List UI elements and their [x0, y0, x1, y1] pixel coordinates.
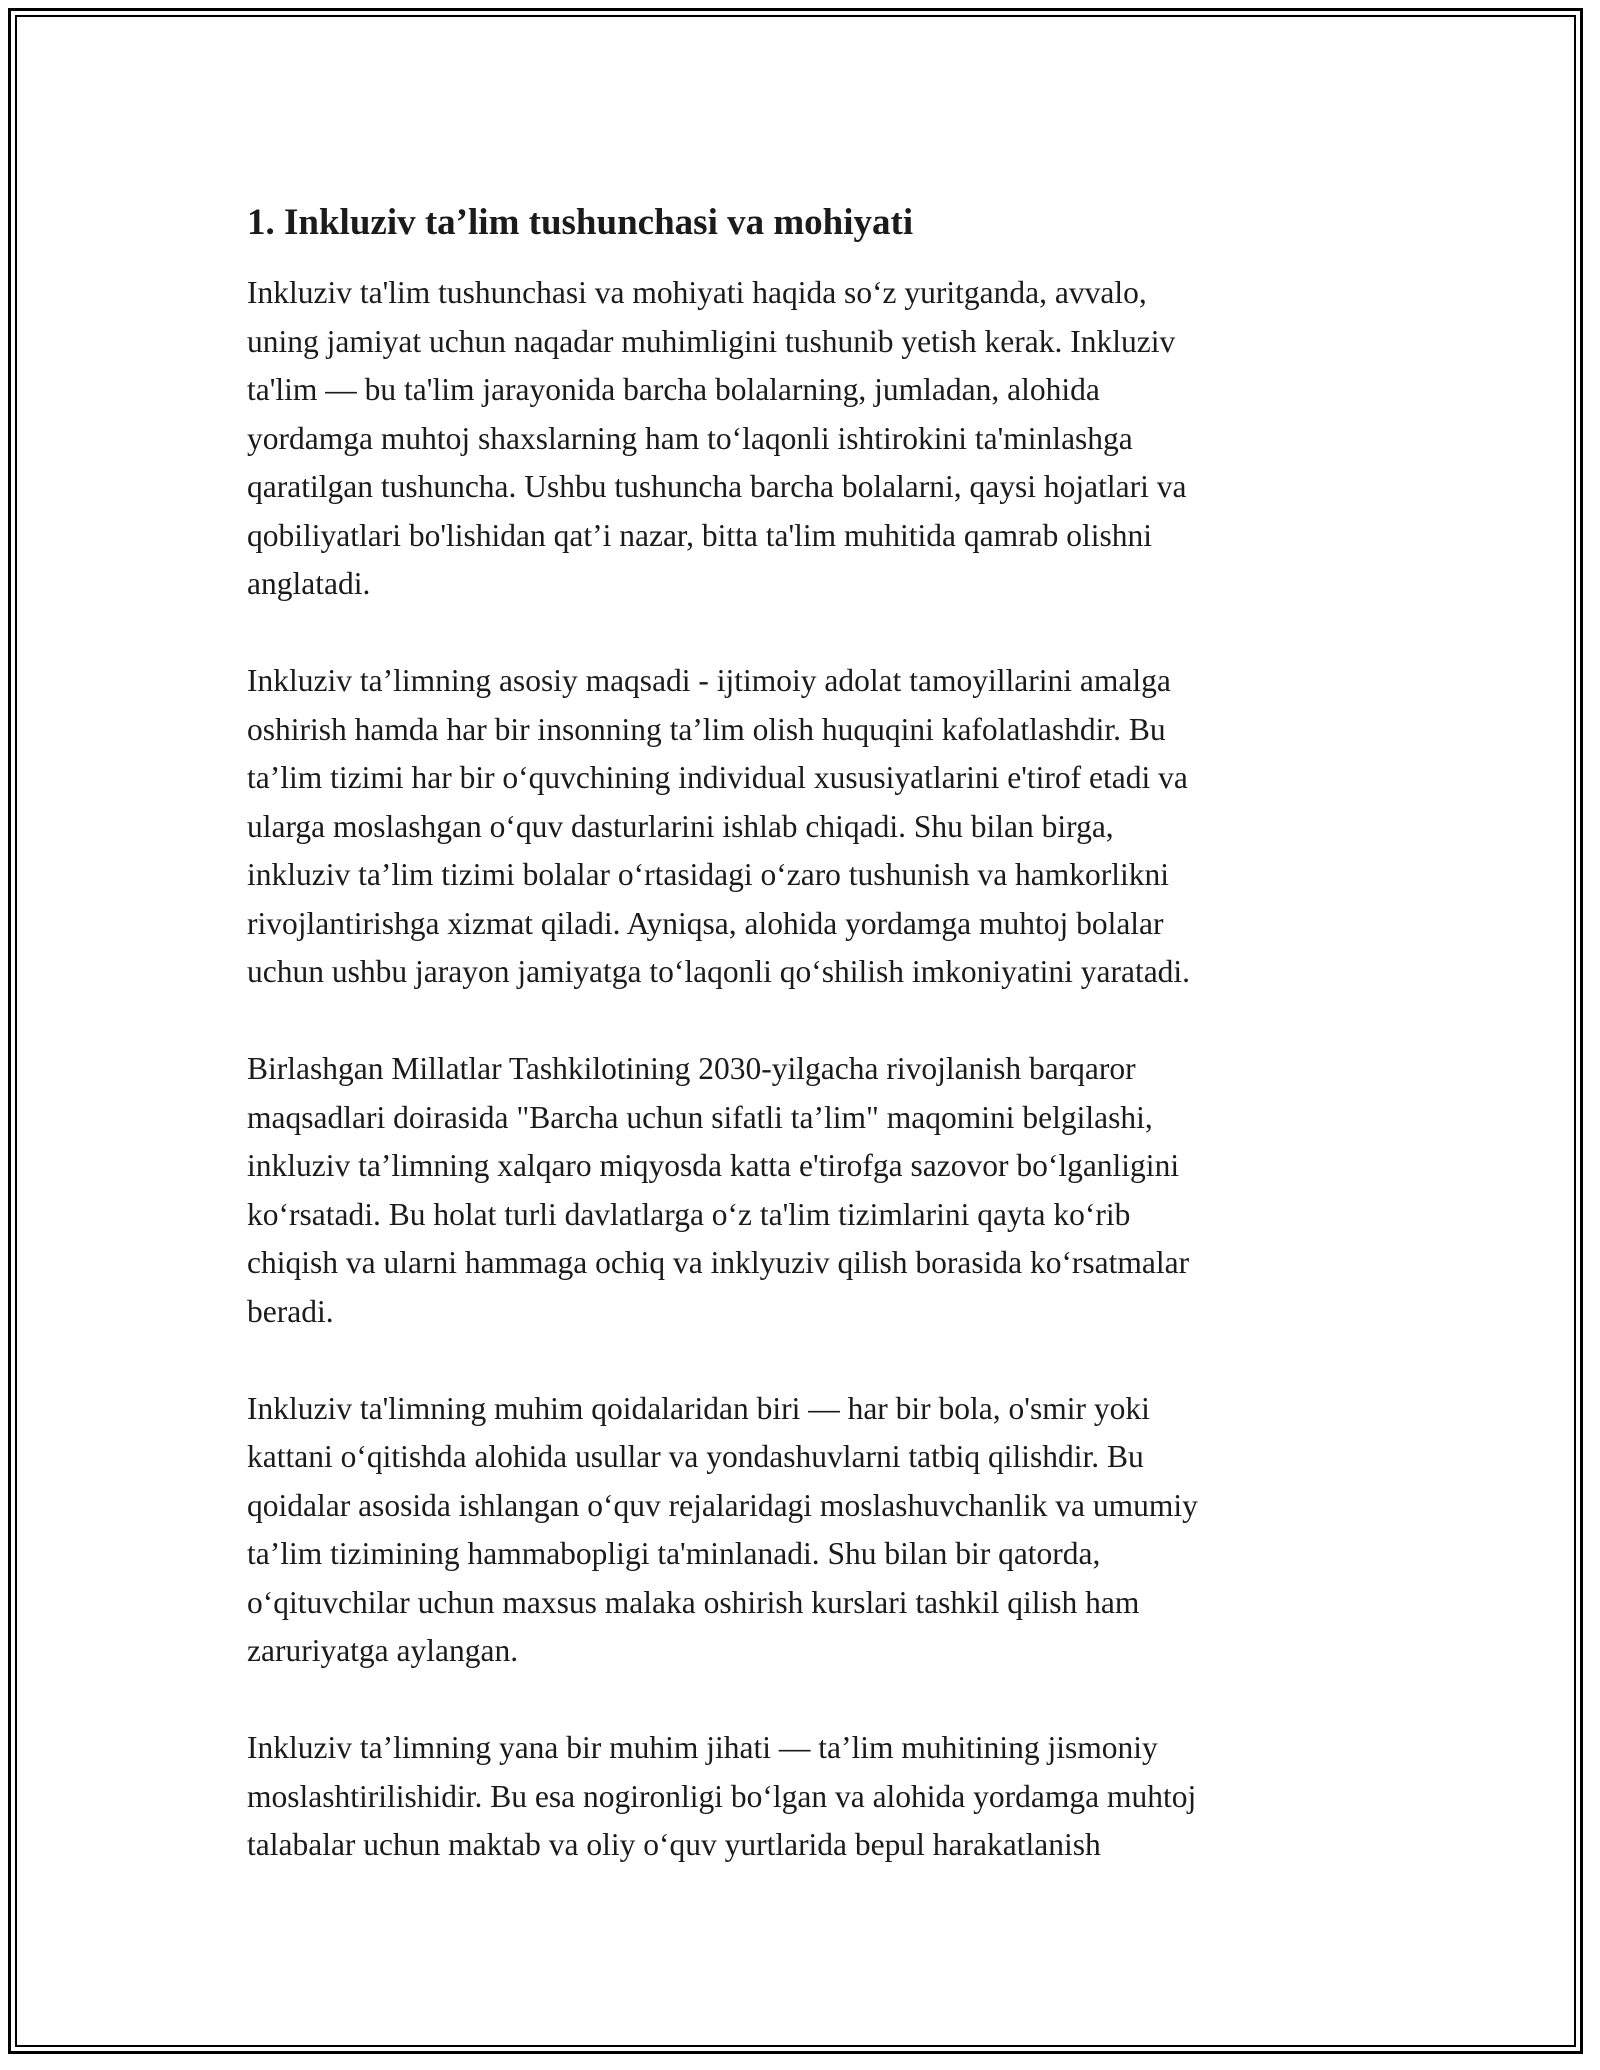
paragraph-line: qaratilgan tushuncha. Ushbu tushuncha barcha bolalarni, qaysi hojatlari va	[247, 469, 1187, 504]
paragraph-line: beradi.	[247, 1293, 334, 1329]
paragraph-1	[247, 269, 1367, 609]
paragraph-2	[247, 657, 1367, 997]
paragraph-line: oshirish hamda har bir insonning ta’lim olish huquqini kafolatlashdir. Bu	[247, 711, 1166, 747]
paragraph-line: Inkluziv ta'lim tushunchasi va mohiyati haqida so‘z yuritganda, avvalo,	[247, 275, 1147, 310]
paragraph-line: Birlashgan Millatlar Tashkilotining 2030-yilgacha rivojlanish barqaror	[247, 1051, 1136, 1086]
paragraph-line: inkluziv ta’lim tizimi bolalar o‘rtasidagi o‘zaro tushunish va hamkorlikni	[247, 857, 1170, 892]
paragraph-line: inkluziv ta’limning xalqaro miqyosda katta e'tirofga sazovor bo‘lganligini	[247, 1148, 1180, 1183]
paragraph-4	[247, 1385, 1367, 1676]
paragraph-line: Inkluziv ta’limning yana bir muhim jihati — ta’lim muhitining jismoniy	[247, 1730, 1158, 1765]
paragraph-5	[247, 1724, 1367, 1870]
paragraph-line: anglatadi.	[247, 566, 371, 601]
paragraph-line: ko‘rsatadi. Bu holat turli davlatlarga o‘z ta'lim tizimlarini qayta ko‘rib	[247, 1196, 1131, 1232]
paragraph-line: moslashtirilishidir. Bu esa nogironligi bo‘lgan va alohida yordamga muhtoj	[247, 1778, 1197, 1814]
paragraph-line: zaruriyatga aylangan.	[247, 1633, 519, 1668]
paragraph-line: talabalar uchun maktab va oliy o‘quv yurtlarida bepul harakatlanish	[247, 1827, 1101, 1862]
paragraph-line: Inkluziv ta'limning muhim qoidalaridan biri — har bir bola, o'smir yoki	[247, 1390, 1150, 1426]
paragraph-line: qobiliyatlari bo'lishidan qat’i nazar, bitta ta'lim muhitida qamrab olishni	[247, 517, 1153, 553]
paragraph-line: kattani o‘qitishda alohida usullar va yondashuvlarni tatbiq qilishdir. Bu	[247, 1439, 1144, 1474]
paragraph-line: uchun ushbu jarayon jamiyatga to‘laqonli qo‘shilish imkoniyatini yaratadi.	[247, 954, 1191, 989]
paragraph-line: ta’lim tizimining hammabopligi ta'minlanadi. Shu bilan bir qatorda,	[247, 1536, 1101, 1571]
paragraph-line: rivojlantirishga xizmat qiladi. Ayniqsa, alohida yordamga muhtoj bolalar	[247, 905, 1164, 941]
paragraph-line: yordamga muhtoj shaxslarning ham to‘laqonli ishtirokini ta'minlashga	[247, 420, 1133, 456]
paragraph-line: chiqish va ularni hammaga ochiq va inklyuziv qilish borasida ko‘rsatmalar	[247, 1245, 1190, 1280]
paragraph-3	[247, 1045, 1367, 1336]
paragraph-line: ta’lim tizimi har bir o‘quvchining individual xususiyatlarini e'tirof etadi va	[247, 760, 1188, 795]
document-body	[247, 199, 1367, 1918]
paragraph-line: uning jamiyat uchun naqadar muhimligini tushunib yetish kerak. Inkluziv	[247, 323, 1176, 359]
paragraph-line: Inkluziv ta’limning asosiy maqsadi - ijtimoiy adolat tamoyillarini amalga	[247, 663, 1171, 698]
paragraph-list	[247, 269, 1367, 1870]
paragraph-line: qoidalar asosida ishlangan o‘quv rejalaridagi moslashuvchanlik va umumiy	[247, 1487, 1198, 1523]
paragraph-line: o‘qituvchilar uchun maxsus malaka oshirish kurslari tashkil qilish ham	[247, 1584, 1140, 1620]
section-heading: 1. Inkluziv ta’lim tushunchasi va mohiyati	[247, 202, 914, 243]
paragraph-line: ularga moslashgan o‘quv dasturlarini ishlab chiqadi. Shu bilan birga,	[247, 808, 1114, 844]
page-border-frame	[8, 8, 1583, 2054]
paragraph-line: ta'lim — bu ta'lim jarayonida barcha bolalarning, jumladan, alohida	[247, 372, 1100, 407]
paragraph-line: maqsadlari doirasida "Barcha uchun sifatli ta’lim" maqomini belgilashi,	[247, 1099, 1153, 1135]
